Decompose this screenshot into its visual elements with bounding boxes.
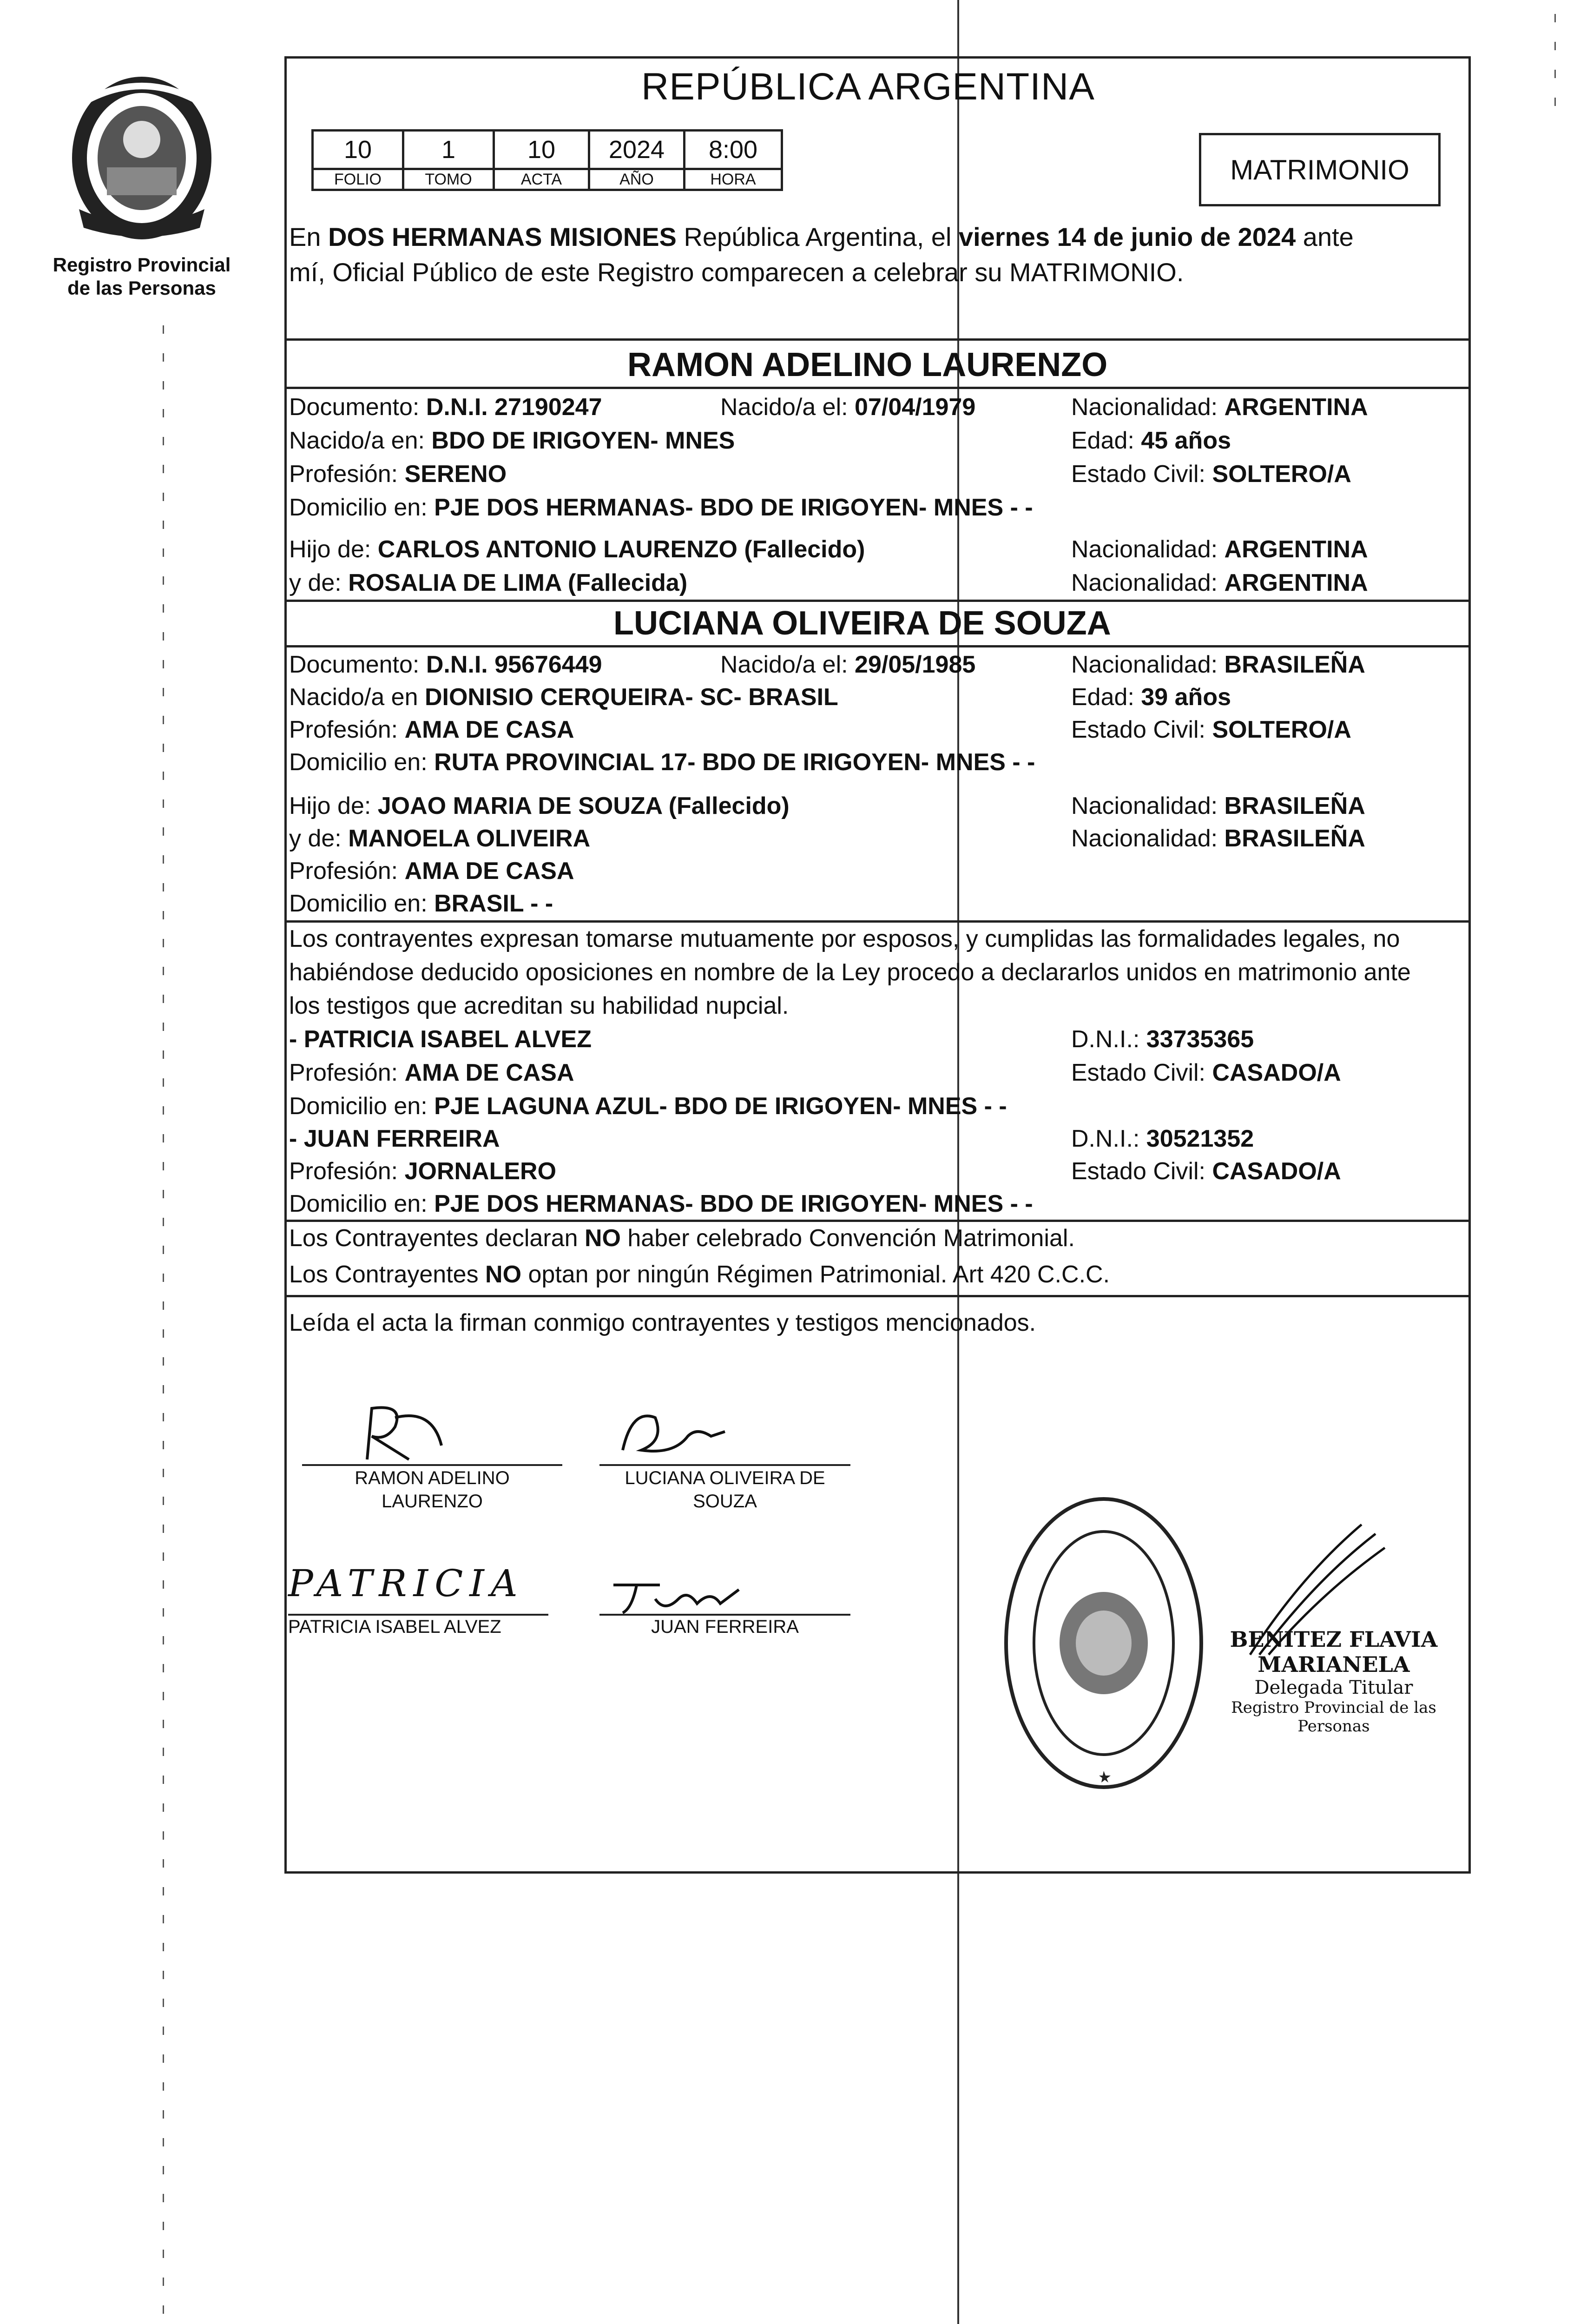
witness2-profession: Profesión: JORNALERO: [289, 1158, 557, 1185]
groom-signature-graphic: [339, 1399, 460, 1469]
witness2-address: Domicilio en: PJE DOS HERMANAS- BDO DE IRIGOYEN- MNES - -: [289, 1190, 1033, 1217]
official-seal-stamp: [999, 1492, 1208, 1794]
groom-profession: Profesión: SERENO: [289, 461, 507, 488]
acta-label: ACTA: [494, 169, 589, 190]
official-office: Registro Provincial de las Personas: [1231, 1698, 1436, 1736]
groom-signature-line: [302, 1464, 562, 1466]
declaration-line1: Los contrayentes expresan tomarse mutuamente por esposos, y cumplidas las formalidades legales, no: [289, 925, 1400, 952]
intro-p1: En: [289, 222, 329, 251]
hora-value: 8:00: [685, 131, 782, 169]
witness1-dni: D.N.I.: 33735365: [1071, 1026, 1254, 1053]
groom-signature-name: RAMON ADELINO LAURENZO: [355, 1468, 510, 1512]
groom-father: Hijo de: CARLOS ANTONIO LAURENZO (Fallecido): [289, 536, 865, 563]
bride-signature-line: [599, 1464, 850, 1466]
act-type-box: MATRIMONIO: [1199, 133, 1441, 206]
witness2-name: - JUAN FERREIRA: [289, 1125, 500, 1152]
official-role: Delegada Titular: [1254, 1677, 1413, 1698]
convention-line2: Los Contrayentes NO optan por ningún Régimen Patrimonial. Art 420 C.C.C.: [289, 1261, 1110, 1288]
registry-name-line1: Registro Provincial: [53, 254, 231, 276]
groom-age: Edad: 45 años: [1071, 427, 1231, 454]
declaration-line2: habiéndose deducido oposiciones en nombre de la Ley procedo a declararlos unidos en matrimonio ante: [289, 959, 1411, 986]
bride-mother: y de: MANOELA OLIVEIRA: [289, 825, 591, 852]
declaration-line3: los testigos que acreditan su habilidad nupcial.: [289, 992, 789, 1019]
bride-mother-nationality: Nacionalidad: BRASILEÑA: [1071, 825, 1365, 852]
scan-artifact-dashes: [1554, 14, 1556, 125]
country-title: REPÚBLICA ARGENTINA: [641, 66, 1095, 108]
anio-value: 2024: [589, 131, 685, 169]
record-numbers-table: [311, 129, 783, 191]
witness1-signature-name: PATRICIA ISABEL ALVEZ: [288, 1617, 501, 1637]
registry-name-line2: de las Personas: [67, 277, 216, 299]
bride-father-nationality: Nacionalidad: BRASILEÑA: [1071, 792, 1365, 819]
intro-p2: República Argentina, el: [676, 222, 959, 251]
witness2-dni: D.N.I.: 30521352: [1071, 1125, 1254, 1152]
bride-mother-address: Domicilio en: BRASIL - -: [289, 890, 553, 917]
witness2-civil-status: Estado Civil: CASADO/A: [1071, 1158, 1341, 1185]
closing-statement: Leída el acta la firman conmigo contrayentes y testigos mencionados.: [289, 1309, 1036, 1336]
bride-document: Documento: D.N.I. 95676449: [289, 651, 602, 678]
groom-document: Documento: D.N.I. 27190247: [289, 394, 602, 421]
folio-label: FOLIO: [313, 169, 403, 190]
intro-line1: [289, 223, 1354, 251]
intro-p3: ante: [1296, 222, 1354, 251]
bride-father: Hijo de: JOAO MARIA DE SOUZA (Fallecido): [289, 792, 790, 819]
witness1-name: - PATRICIA ISABEL ALVEZ: [289, 1026, 592, 1053]
registry-logo: [33, 70, 251, 300]
witness2-signature-name: JUAN FERREIRA: [651, 1617, 799, 1637]
groom-mother: y de: ROSALIA DE LIMA (Fallecida): [289, 569, 688, 596]
scan-artifact-dashes: [163, 325, 164, 2324]
anio-label: AÑO: [589, 169, 685, 190]
folio-value: 10: [313, 131, 403, 169]
groom-father-nationality: Nacionalidad: ARGENTINA: [1071, 536, 1368, 563]
witness1-address: Domicilio en: PJE LAGUNA AZUL- BDO DE IRIGOYEN- MNES - -: [289, 1093, 1007, 1120]
groom-address: Domicilio en: PJE DOS HERMANAS- BDO DE IRIGOYEN- MNES - -: [289, 494, 1033, 521]
bride-signature-name: LUCIANA OLIVEIRA DE SOUZA: [625, 1468, 825, 1512]
bride-birthplace: Nacido/a en DIONISIO CERQUEIRA- SC- BRASIL: [289, 684, 838, 711]
tomo-label: TOMO: [403, 169, 494, 190]
groom-civil-status: Estado Civil: SOLTERO/A: [1071, 461, 1351, 488]
intro-place: DOS HERMANAS MISIONES: [328, 222, 677, 251]
groom-name: RAMON ADELINO LAURENZO: [627, 346, 1108, 383]
bride-age: Edad: 39 años: [1071, 684, 1231, 711]
bride-profession: Profesión: AMA DE CASA: [289, 716, 574, 743]
witness1-profession: Profesión: AMA DE CASA: [289, 1059, 574, 1086]
bride-mother-profession: Profesión: AMA DE CASA: [289, 858, 574, 885]
intro-line2: mí, Oficial Público de este Registro comparecen a celebrar su MATRIMONIO.: [289, 257, 1184, 287]
official-name: BENITEZ FLAVIA MARIANELA: [1230, 1627, 1438, 1677]
bride-signature-graphic: [604, 1399, 734, 1469]
bride-name: LUCIANA OLIVEIRA DE SOUZA: [613, 605, 1111, 642]
intro-date: viernes 14 de junio de 2024: [958, 222, 1296, 251]
bride-address: Domicilio en: RUTA PROVINCIAL 17- BDO DE IRIGOYEN- MNES - -: [289, 749, 1035, 776]
groom-nationality: Nacionalidad: ARGENTINA: [1071, 394, 1368, 421]
bride-civil-status: Estado Civil: SOLTERO/A: [1071, 716, 1351, 743]
bride-nationality: Nacionalidad: BRASILEÑA: [1071, 651, 1365, 678]
groom-birthplace: Nacido/a en: BDO DE IRIGOYEN- MNES: [289, 427, 735, 454]
convention-line1: Los Contrayentes declaran NO haber celebrado Convención Matrimonial.: [289, 1225, 1075, 1252]
witness1-civil-status: Estado Civil: CASADO/A: [1071, 1059, 1341, 1086]
official-stamp-block: [1208, 1627, 1459, 1736]
hora-label: HORA: [685, 169, 782, 190]
groom-birthdate: Nacido/a el: 07/04/1979: [720, 394, 976, 421]
bride-birthdate: Nacido/a el: 29/05/1985: [720, 651, 976, 678]
misiones-seal-icon: [33, 70, 251, 246]
witness1-signature-graphic: PATRICIA: [288, 1562, 524, 1605]
acta-value: 10: [494, 131, 589, 169]
groom-mother-nationality: Nacionalidad: ARGENTINA: [1071, 569, 1368, 596]
tomo-value: 1: [403, 131, 494, 169]
